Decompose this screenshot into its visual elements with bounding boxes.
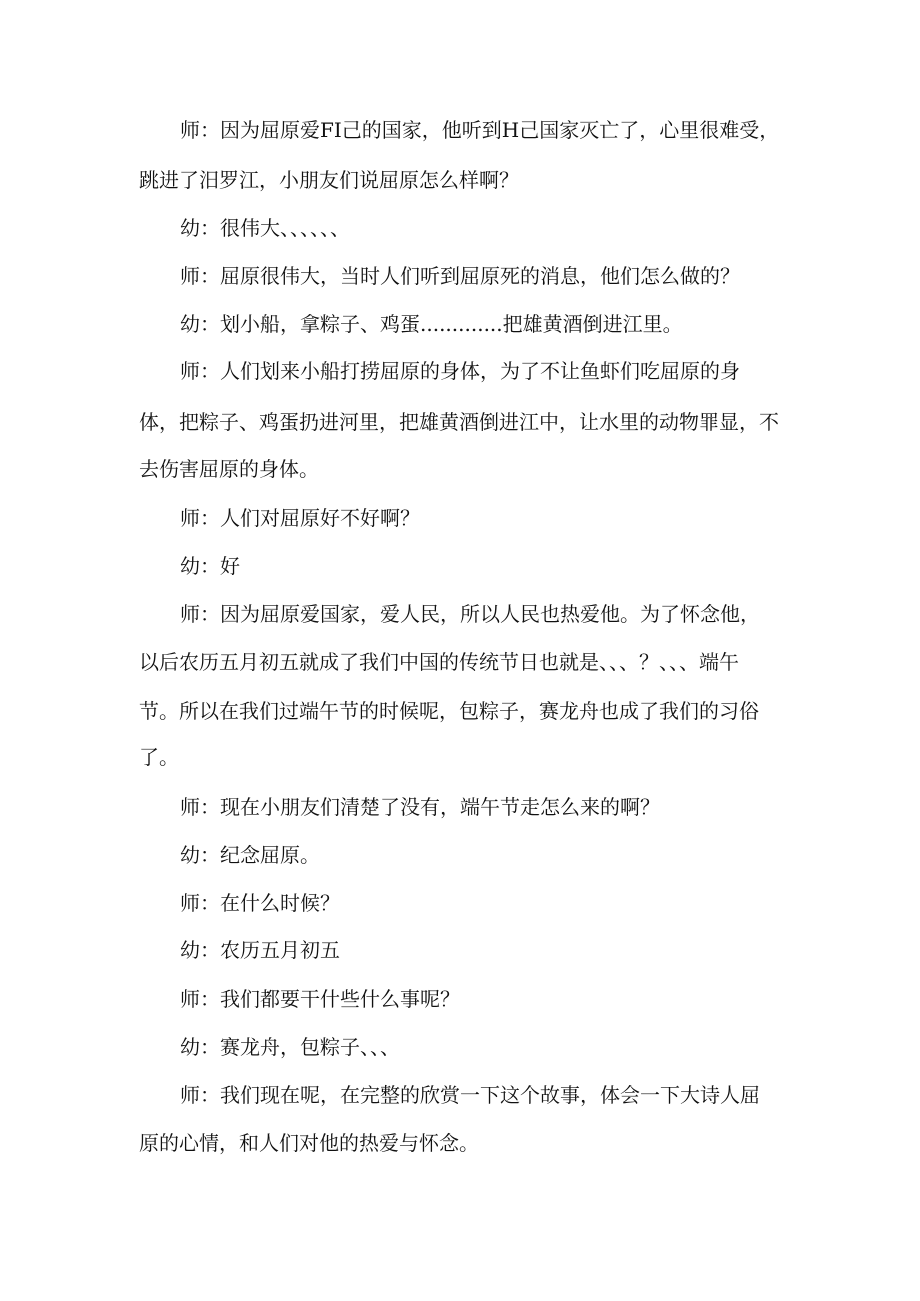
- paragraph-11-line-1: 师：在什么时候？: [180, 891, 340, 915]
- paragraph-13-line-1: 师：我们都要干什些什么事呢？: [180, 987, 460, 1011]
- paragraph-14-line-1: 幼：赛龙舟，包粽子、、、: [180, 1035, 400, 1059]
- paragraph-6-line-1: 师：人们对屈原好不好啊？: [180, 506, 420, 530]
- paragraph-1-line-2: 跳进了汨罗江，小朋友们说屈原怎么样啊？: [139, 168, 519, 192]
- paragraph-5-line-1: 师：人们划来小船打捞屈原的身体，为了不让鱼虾们吃屈原的身: [180, 359, 740, 383]
- paragraph-1-line-1: 师：因为屈原爱FI己的国家，他听到H己国家灭亡了，心里很难受，: [180, 118, 780, 142]
- paragraph-8-line-3: 节。所以在我们过端午节的时候呢，包粽子，赛龙舟也成了我们的习俗: [139, 699, 759, 723]
- paragraph-15-line-2: 原的心情，和人们对他的热爱与怀念。: [139, 1131, 479, 1155]
- paragraph-8-line-4: 了。: [139, 745, 179, 769]
- paragraph-7-line-1: 幼：好: [180, 554, 240, 578]
- paragraph-5-line-3: 去伤害屈原的身体。: [139, 457, 319, 481]
- paragraph-4-line-1: 幼：划小船，拿粽子、鸡蛋.............把雄黄酒倒进江里。: [180, 312, 683, 336]
- paragraph-3-line-1: 师：屈原很伟大，当时人们听到屈原死的消息，他们怎么做的？: [180, 264, 740, 288]
- paragraph-15-line-1: 师：我们现在呢，在完整的欣赏一下这个故事，体会一下大诗人屈: [180, 1083, 760, 1107]
- paragraph-8-line-2: 以后农历五月初五就成了我们中国的传统节日也就是、、、？、、、端午: [139, 650, 739, 674]
- paragraph-8-line-1: 师：因为屈原爱国家，爱人民，所以人民也热爱他。为了怀念他，: [180, 602, 760, 626]
- paragraph-5-line-2: 体，把粽子、鸡蛋扔进河里，把雄黄酒倒进江中，让水里的动物罪显，不: [139, 410, 779, 434]
- paragraph-10-line-1: 幼：纪念屈原。: [180, 843, 320, 867]
- paragraph-2-line-1: 幼：很伟大、、、、、、: [180, 216, 350, 240]
- paragraph-12-line-1: 幼：农历五月初五: [180, 938, 340, 962]
- paragraph-9-line-1: 师：现在小朋友们清楚了没有，端午节走怎么来的啊？: [180, 795, 660, 819]
